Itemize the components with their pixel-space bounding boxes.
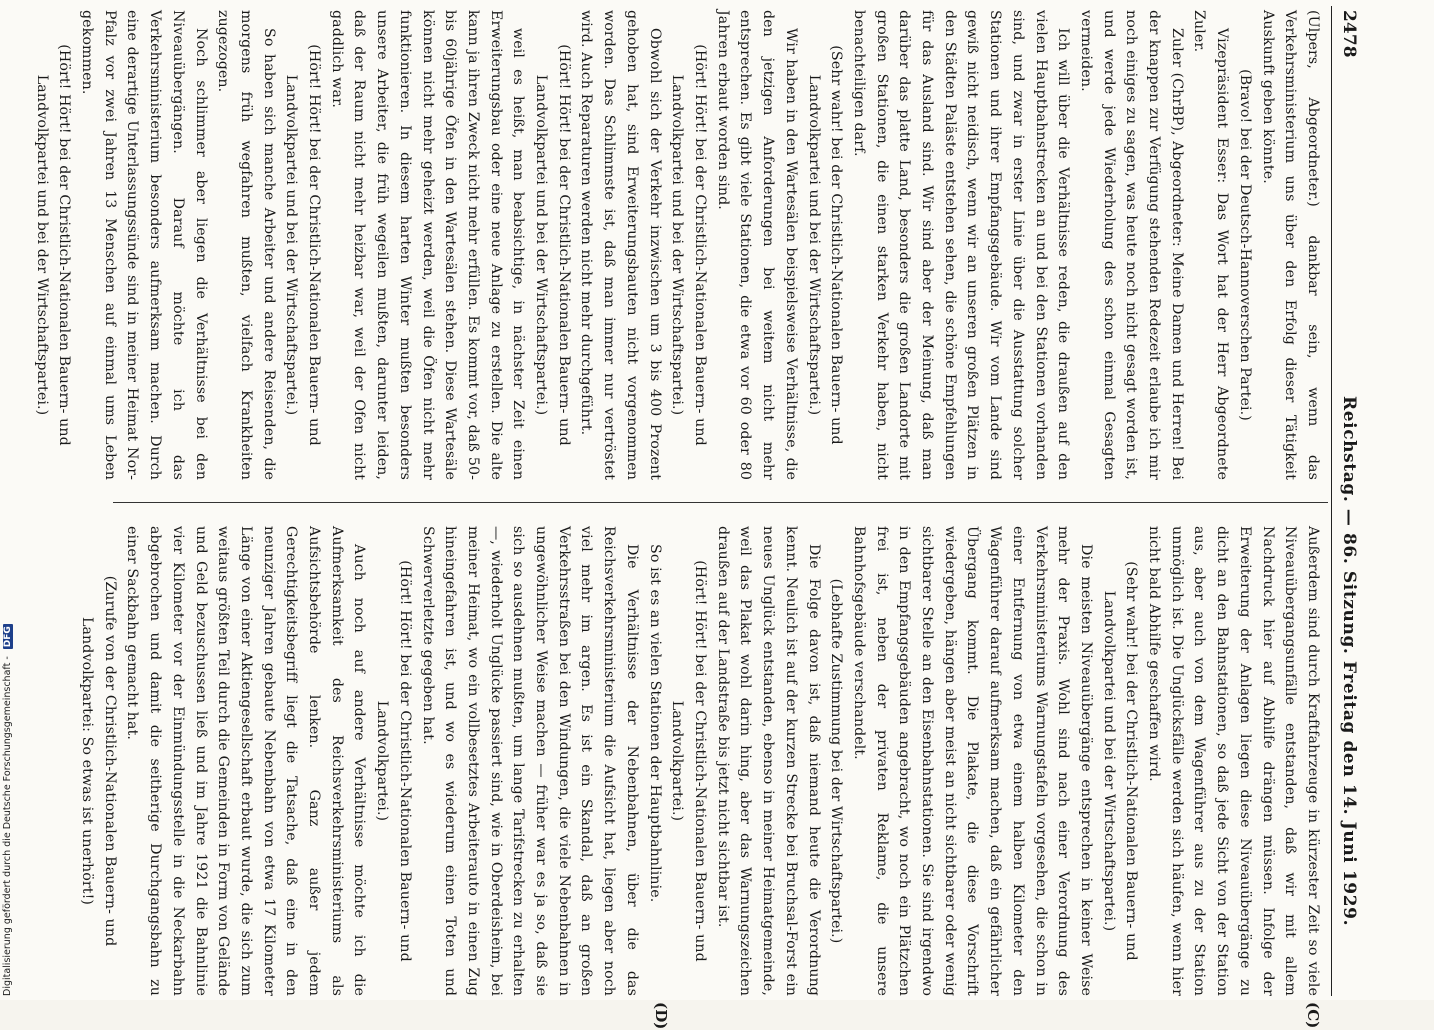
interjection: (Bravo! bei der Deutsch-Hannoverschen Partei.) (1236, 69, 1253, 421)
paragraph: Zuler (ChrBP), Abgeordneter: Meine Damen und Herren! Bei der knappen zur Verfügung stehenden Redezeit erlaube ich mir noch einiges zu sagen, was heute noch nicht gesagt worden ist, und werde jede Wiederholung des schon einmal Gesagten vermeiden. (1077, 10, 1185, 480)
page-number: 2478 (1339, 10, 1359, 58)
digitization-footer (2, 6, 20, 996)
interjection: (Hört! Hört! bei der Christlich-Nationalen Bauern- und Landvolkpartei und bei der Wirtschaftspartei.) (533, 44, 572, 446)
paragraph: Ich will über die Verhältnisse reden, die draußen auf den vielen Hauptbahnstrecken an und bei den Stationen vorhanden sind, und zwar in erster Linie über die Ausstattung solcher Stationen und ihrer Empfangsgebäude. Wir vom Lande sind gewiß nicht neidisch, wenn wir an unseren großen Plätzen in den Städten Paläste entstehen sehen, die schöne Empfehlungen für das Ausland sind. Wir sind aber der Meinung, daß man darüber das platte Land, besonders die großen Landorte mit großen Stationen, die einen starken Verkehr haben, nicht benachteiligen darf. (850, 10, 1072, 480)
interjection: (Lebhafte Zustimmung bei der Wirtschaftspartei.) (828, 578, 845, 944)
paragraph: Auch noch auf andere Verhältnisse möchte ich die Aufmerksamkeit des Reichsverkehrsministeriums als Aufsichtsbehörde lenken. Ganz außer jedem Gerechtigkeitsbegriff liegt die Tatsache, daß eine in den neunziger Jahren gebaute Nebenbahn von etwa 17 Kilometer Länge von einer Aktiengesellschaft erbaut wurde, die sich zum weitaus größten Teil durch die Gemeinden in Form von Gelände und Geld bezuschussen ließ und im Jahre 1921 die Bahnlinie vier Kilometer vor der Einmündungsstelle in die Neckarbahn abgebrochen und damit die seitherige Durchgangsbahn zu einer Sackbahn gemacht hat. (124, 526, 368, 996)
margin-marker-c: (C) (1304, 1002, 1322, 1029)
left-column (30, 10, 1324, 480)
interjection: (Hört! Hört! bei der Christlich-Nationalen Bauern- und Landvolkpartei.) (669, 560, 709, 962)
page-header (1331, 6, 1362, 996)
paragraph: Obwohl sich der Verkehr inzwischen um 3 bis 400 Prozent gehoben hat, sind Erweiterungsbauten nicht vorgenommen worden. Das Schlimmste ist, daß man immer nur vertröstet wird. Auch Reparaturen werden nicht mehr durchgeführt. (578, 10, 663, 480)
paragraph: (Ulpers, Abgeordneter.) dankbar sein, wenn das Verkehrsministerium uns über den Erfolg dieser Tätigkeit Auskunft geben könnte. (1259, 10, 1321, 480)
paragraph: Die meisten Niveauübergänge entsprechen in keiner Weise mehr der Praxis. Wohl sind nach einer Verordnung des Verkehrsministeriums Warnungstafeln vorgesehen, die schon in einer Entfernung von etwa einem halben Kilometer den Wagenführer darauf aufmerksam machen, daß ein gefährlicher Übergang kommt. Die Plakate, die diese Vorschrift wiedergeben, hängen aber meist an nicht sichtbarer oder wenig sichtbarer Stelle an den Eisenbahnstationen. Sie sind irgendwo in den Empfangsgebäuden angebracht, wo noch ein Plätzchen frei ist, neben der privaten Reklame, die unsere Bahnhofsgebäude verschandelt. (850, 526, 1094, 996)
paragraph: Noch schlimmer aber liegen die Verhältnisse bei den Niveauübergängen. Darauf möchte ich das Verkehrsministerium besonders aufmerksam machen. Durch eine derartige Unterlassungssünde sind in meiner Heimat Nor-Pfalz vor zwei Jahren 13 Menschen auf einmal ums Leben gekommen. (79, 10, 209, 480)
paragraph: Außerdem sind durch Kraftfahrzeuge in kürzester Zeit so viele Niveauübergangsunfälle entstanden, daß wir mit allem Nachdruck hier auf Abhilfe drängen müssen. Infolge der Erweiterung der Anlagen liegen diese Niveauübergänge zu dicht an den Bahnstationen, so daß jede Sicht von der Station aus, aber auch von dem Wagenführer aus zu der Station unmöglich ist. Die Unglücksfälle werden sich häufen, wenn hier nicht bald Abhilfe geschaffen wird. (1146, 526, 1321, 996)
interjection: (Sehr wahr! bei der Christlich-Nationalen Bauern- und Landvolkpartei und bei der Wirtschaftspartei.) (805, 45, 845, 445)
document-page (33, 6, 1362, 1030)
paragraph: weil es heißt, man beabsichtige, in nächster Zeit einen Erweiterungsbau oder eine neue Anlage zu erstellen. Die alte kann ja ihren Zweck nicht mehr erfüllen. Es kommt vor, daß 50- bis 60jährige Öfen in den Wartesälen stehen. Diese Wartesäle können nicht mehr geheizt werden, weil die Öfen nicht mehr funktionieren. In diesem harten Winter mußten besonders unsere Arbeiter, die früh wegeilen mußten, darunter leiden, daß der Raum nicht mehr heizbar war, weil der Ofen nicht gaddlich war. (328, 10, 527, 480)
interjection: (Zurufe von der Christlich-Nationalen Bauern- und Landvolkpartei: So etwas ist unerhört!) (79, 575, 118, 947)
column-divider (113, 502, 1328, 503)
paragraph: Die Verhältnisse der Nebenbahnen, über die das Reichsverkehrsministerium die Aufsicht hat, liegen aber noch viel mehr im argen. Es ist ein Skandal, daß an großen Verkehrsstraßen bei den Windungen, die viele Nebenbahnen in ungewöhnlicher Weise machen — früher war es ja so, daß sie sich so ausdehnen mußten, um lange Tarifstrecken zu erhalten —, wiederholt Unglücke passiert sind, wie in Oberdeisheim, bei meiner Heimat, wo ein vollbesetztes Arbeiterauto in einen Zug hineingefahren ist, und wo es wiederum einen Toten und Schwerverletzte gegeben hat. (419, 526, 640, 996)
page-title: Reichstag. — 86. Sitzung. Freitag den 14. Juni 1929. (1339, 396, 1359, 927)
right-column (75, 526, 1324, 996)
digitization-note: Digitalisierung gefördert durch die Deutsche Forschungsgemeinschaft - (2, 656, 13, 996)
paragraph: So ist es an vielen Stationen der Hauptbahnlinie. (646, 544, 663, 903)
dfg-logo: DFG (3, 626, 13, 648)
paragraph: Wir haben in den Wartesälen beispielsweise Verhältnisse, die den jetzigen Anforderungen bei weitem nicht mehr entsprechen. Es gibt viele Stationen, die etwa vor 60 oder 80 Jahren erbaut worden sind. (714, 10, 799, 480)
margin-marker-d: (D) (652, 1002, 670, 1030)
interjection: (Hört! Hört! bei der Christlich-Nationalen Bauern- und Landvolkpartei und bei der Wirtschaftspartei.) (33, 44, 73, 446)
paragraph: Die Folge davon ist, daß niemand heute die Verordnung kennt. Neulich ist auf der kurzen Strecke bei Bruchsal-Forst ein neues Unglück entstanden, ebenso in meiner Heimatgemeinde, weil das Plakat wohl darin hing, aber das Warnungszeichen draußen auf der Landstraße bis jetzt nicht sichtbar ist. (714, 526, 822, 996)
interjection: (Sehr wahr! bei der Christlich-Nationalen Bauern- und Landvolkpartei und bei der Wirtschaftspartei.) (1100, 561, 1140, 961)
paragraph: So haben sich manche Arbeiter und andere Reisenden, die morgens früh wegfahren mußten, vielfach Krankheiten zugezogen. (215, 10, 277, 480)
interjection: (Hört! Hört! bei der Christlich-Nationalen Bauern- und Landvolkpartei und bei der Wirtschaftspartei.) (669, 44, 709, 446)
paragraph: Vizepräsident Esser: Das Wort hat der Herr Abgeordnete Zuler. (1191, 10, 1231, 480)
interjection: (Hört! Hört! bei der Christlich-Nationalen Bauern- und Landvolkpartei.) (374, 560, 413, 962)
interjection: (Hört! Hört! bei der Christlich-Nationalen Bauern- und Landvolkpartei und bei der Wirtschaftspartei.) (283, 44, 323, 446)
